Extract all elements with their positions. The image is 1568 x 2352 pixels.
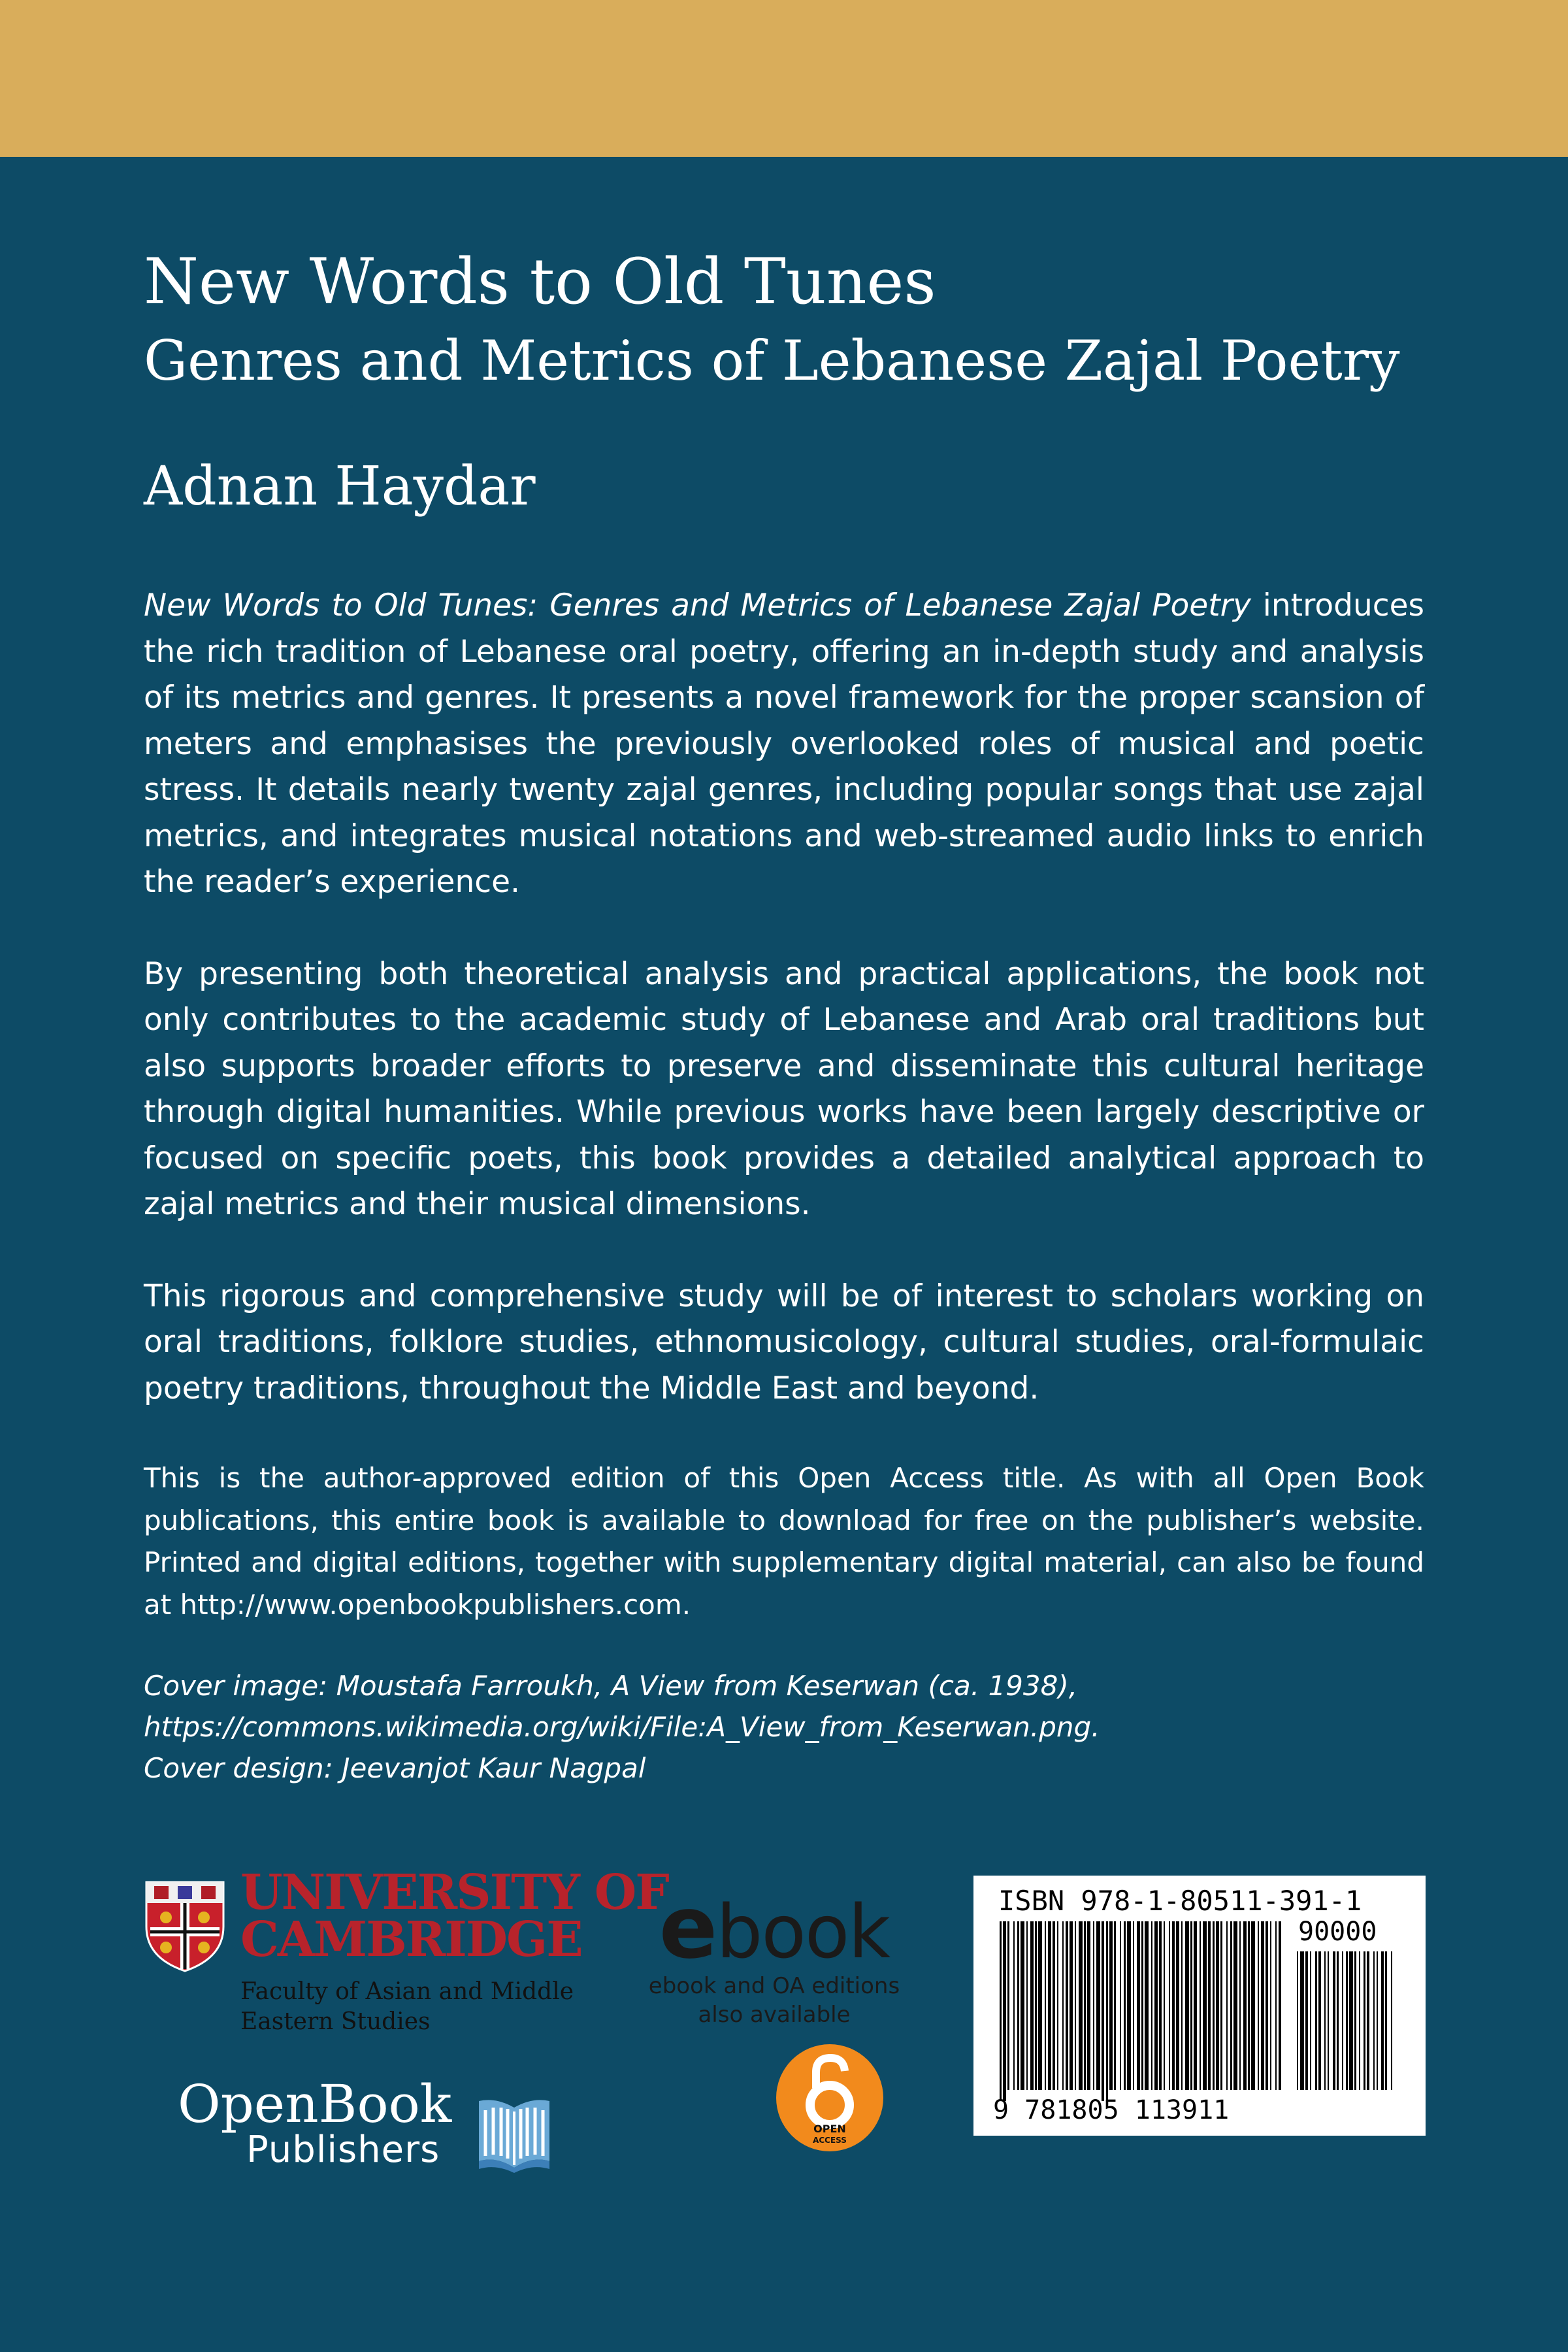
barcode-bar	[1216, 1921, 1219, 2090]
blurb-paragraph-3: This rigorous and comprehensive study will be of interest to scholars working on oral traditions, folklore studies, ethnomusicology, cultural studies, oral-formulaic poetry traditions, throughout the Middle East and beyond.	[144, 1278, 1424, 1406]
ebook-wordmark	[644, 1878, 905, 1978]
barcode-bar	[1038, 1921, 1042, 2090]
barcode-bar	[1181, 1921, 1183, 2090]
obp-name: OpenBook	[178, 2074, 452, 2134]
barcode-bar	[1230, 1921, 1232, 2090]
barcode-bar	[1109, 1921, 1113, 2090]
isbn-text: ISBN 978-1-80511-391-1	[998, 1885, 1362, 1917]
open-book-icon	[475, 2088, 553, 2173]
barcode-addon-bar	[1333, 1951, 1335, 2090]
barcode-bar	[1239, 1921, 1241, 2090]
barcode-bar	[1154, 1921, 1158, 2090]
barcode-bar	[1003, 1921, 1006, 2101]
barcode-bar	[1114, 1921, 1116, 2090]
barcode-bar	[1141, 1921, 1143, 2090]
barcode-bar	[1021, 1921, 1024, 2090]
book-subtitle: Genres and Metrics of Lebanese Zajal Poetry	[144, 329, 1400, 393]
blurb-title-italic: New Words to Old Tunes: Genres and Metrics of Lebanese Zajal Poetry	[144, 588, 1251, 623]
oa-text-open: OPEN	[813, 2123, 846, 2135]
author-name: Adnan Haydar	[144, 455, 536, 518]
barcode-bar	[1159, 1921, 1162, 2090]
logo-area	[0, 1864, 1568, 2196]
barcode-bar	[1243, 1921, 1247, 2090]
barcode-addon-bar	[1324, 1951, 1326, 2090]
barcode-addon-bar	[1342, 1951, 1343, 2090]
blurb-paragraph-2: By presenting both theoretical analysis and practical applications, the book not only contributes to the academic study of Lebanese and Arab oral traditions but also supports broader efforts to preserve and disseminate this cultural heritage through digital humanities. While previous works have been largely descriptive or focused on specific poets, this book provides a detailed analytical approach to zajal metrics and their musical dimensions.	[144, 955, 1424, 1222]
credit-image-line-2: https://commons.wikimedia.org/wiki/File:A_View_from_Keserwan.png.	[144, 1711, 1100, 1743]
barcode-bar	[1151, 1921, 1152, 2090]
barcode-bar	[1279, 1921, 1281, 2090]
barcode-bar	[1208, 1921, 1211, 2090]
barcode-addon: 90000	[1298, 1917, 1377, 1947]
ebook-book: book	[716, 1890, 890, 1975]
barcode-addon-bar	[1354, 1951, 1356, 2090]
top-gold-band	[0, 0, 1568, 157]
barcode-bar	[1275, 1921, 1277, 2090]
ebook-note-line-2: also available	[698, 2002, 851, 2028]
cambridge-wordmark	[240, 1864, 668, 1968]
barcode-bar	[1133, 1921, 1134, 2090]
barcode-bar	[1194, 1921, 1197, 2090]
barcode-bar	[1145, 1921, 1149, 2090]
obp-subname: Publishers	[246, 2128, 440, 2171]
barcode-bar	[1096, 1921, 1100, 2090]
barcode-bar	[1007, 1921, 1009, 2090]
barcode-bar	[1248, 1921, 1250, 2090]
barcode-bar	[1137, 1921, 1140, 2090]
barcode-addon-bar	[1346, 1951, 1348, 2090]
barcode-bar	[1066, 1921, 1068, 2090]
barcode-bar	[1087, 1921, 1090, 2090]
barcode-bars	[1000, 1921, 1398, 2117]
barcode-bar	[1102, 1921, 1104, 2101]
barcode-bar	[1185, 1921, 1189, 2090]
barcode-addon-bar	[1318, 1951, 1321, 2090]
barcode-bar	[1213, 1921, 1215, 2090]
barcode-addon-bar	[1297, 1951, 1298, 2090]
barcode-bar	[1079, 1921, 1083, 2090]
barcode-addon-bar	[1373, 1951, 1375, 2090]
barcode-addon-bar	[1328, 1951, 1329, 2090]
barcode-bar	[1220, 1921, 1222, 2090]
blurb-p1-text: introduces the rich tradition of Lebanese oral poetry, offering an in-depth study and analysis of its metrics and genres. It presents a novel framework for the proper scansion of meters and emphasises the previously overlooked roles of musical and poetic stress. It details nearly twenty zajal genres, including popular songs that use zajal metrics, and integrates musical notations and web-streamed audio links to enrich the reader’s experience.	[144, 588, 1424, 900]
barcode-bar	[1266, 1921, 1268, 2090]
barcode-bar	[1048, 1921, 1051, 2090]
barcode-bar	[1226, 1921, 1228, 2090]
barcode-bar	[1057, 1921, 1058, 2090]
ebook-note-line-1: ebook and OA editions	[648, 1973, 900, 1999]
barcode-bar	[1124, 1921, 1126, 2090]
credit-image-line-1: Cover image: Moustafa Farroukh, A View from Keserwan (ca. 1938),	[144, 1670, 1078, 1702]
barcode-addon-bar	[1381, 1951, 1384, 2090]
barcode-addon-bar	[1391, 1951, 1392, 2090]
barcode-addon-bar	[1349, 1951, 1353, 2090]
open-access-icon	[774, 2042, 885, 2153]
barcode-addon-bar	[1315, 1951, 1317, 2090]
ebook-e: e	[659, 1878, 717, 1978]
barcode-bar	[1013, 1921, 1015, 2090]
barcode-bar	[1026, 1921, 1028, 2090]
barcode-bar	[1169, 1921, 1170, 2090]
barcode-bar	[1035, 1921, 1037, 2090]
barcode-bar	[1261, 1921, 1264, 2090]
cambridge-faculty	[240, 1977, 574, 2037]
barcode-bar	[1075, 1921, 1076, 2090]
credit-design-line: Cover design: Jeevanjot Kaur Nagpal	[144, 1752, 646, 1784]
barcode-bar	[1203, 1921, 1207, 2090]
ebook-badge	[644, 1878, 905, 2202]
open-access-notice: This is the author-approved edition of this Open Access title. As with all Open Book publications, this entire book is available to download for free on the publisher’s website. Printed and digital editions, together with supplementary digital material, can also be found at http://www.openbookpublishers.com.	[144, 1462, 1424, 1621]
barcode-bar	[1093, 1921, 1094, 2090]
open-book-publishers-logo	[178, 2075, 570, 2193]
barcode-bar	[1070, 1921, 1073, 2090]
title-block	[144, 242, 1450, 400]
barcode-bar	[1190, 1921, 1192, 2090]
barcode-bar	[1062, 1921, 1064, 2090]
barcode-bar	[1233, 1921, 1237, 2090]
isbn-barcode	[973, 1876, 1426, 2136]
barcode-addon-bar	[1367, 1951, 1369, 2090]
barcode-bar	[1084, 1921, 1086, 2090]
barcode-bar	[1258, 1921, 1259, 2090]
barcode-addon-bar	[1385, 1951, 1387, 2090]
barcode-bar	[1030, 1921, 1034, 2090]
barcode-bar	[1120, 1921, 1121, 2090]
barcode-digits: 9 781805 113911	[993, 2095, 1230, 2125]
barcode-bar	[1106, 1921, 1108, 2101]
barcode-bar	[1017, 1921, 1019, 2090]
barcode-bar	[1053, 1921, 1055, 2090]
barcode-bar	[1045, 1921, 1046, 2090]
barcode-bar	[1270, 1921, 1271, 2090]
cambridge-line-2: CAMBRIDGE	[240, 1912, 582, 1968]
barcode-bar	[1176, 1921, 1179, 2090]
barcode-bar	[1200, 1921, 1201, 2090]
cambridge-shield-icon	[145, 1881, 225, 1972]
barcode-bar	[1164, 1921, 1165, 2090]
book-title: New Words to Old Tunes	[144, 245, 936, 318]
barcode-addon-bar	[1359, 1951, 1360, 2090]
barcode-bar	[1251, 1921, 1255, 2090]
ebook-note	[644, 1972, 905, 2029]
cambridge-line-1: UNIVERSITY OF	[240, 1864, 668, 1921]
barcode-addon-bar	[1310, 1951, 1311, 2090]
blurb	[144, 583, 1424, 1789]
barcode-addon-bar	[1364, 1951, 1365, 2090]
cambridge-logo	[145, 1864, 668, 2046]
faculty-line-1: Faculty of Asian and Middle	[240, 1978, 574, 2005]
barcode-bar	[1127, 1921, 1131, 2090]
barcode-addon-bar	[1300, 1951, 1304, 2090]
barcode-addon-bar	[1377, 1951, 1378, 2090]
cover-credits	[144, 1665, 1424, 1789]
barcode-addon-bar	[1337, 1951, 1339, 2090]
barcode-addon-bar	[1305, 1951, 1308, 2090]
faculty-line-2: Eastern Studies	[240, 2008, 431, 2035]
barcode-bar	[1000, 1921, 1002, 2101]
barcode-bar	[1172, 1921, 1175, 2090]
blurb-paragraph-1	[144, 583, 1424, 906]
oa-text-access: ACCESS	[813, 2136, 847, 2145]
